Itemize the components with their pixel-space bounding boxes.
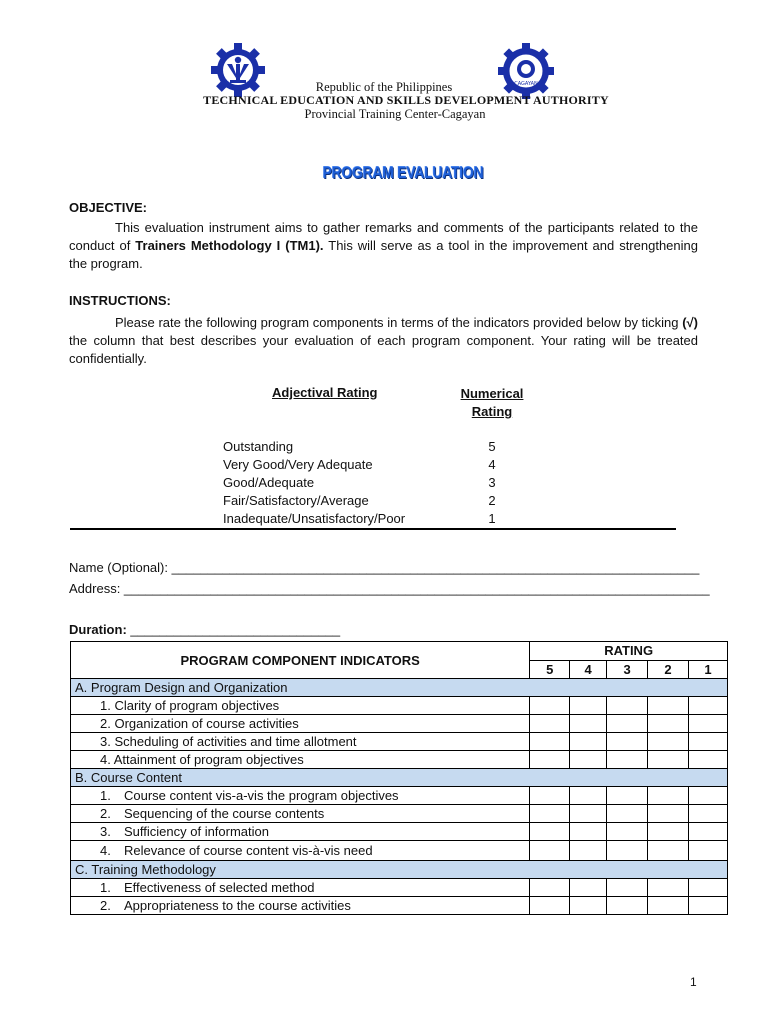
scale-label: Fair/Satisfactory/Average bbox=[223, 493, 369, 508]
rating-cell[interactable] bbox=[648, 751, 689, 769]
rating-cell[interactable] bbox=[648, 787, 689, 805]
rating-cell[interactable] bbox=[648, 733, 689, 751]
section-name: A. Program Design and Organization bbox=[71, 679, 728, 697]
rating-cell[interactable] bbox=[648, 805, 689, 823]
section-name: B. Course Content bbox=[71, 769, 728, 787]
instructions-text bbox=[69, 314, 698, 368]
rating-cell[interactable] bbox=[607, 751, 648, 769]
rating-cell[interactable] bbox=[607, 733, 648, 751]
table-row bbox=[71, 733, 728, 751]
rating-column-header: RATING bbox=[530, 642, 728, 661]
rating-cell[interactable] bbox=[689, 879, 728, 897]
section-name: C. Training Methodology bbox=[71, 861, 728, 879]
address-field-line[interactable]: _________________________________________________________________________________ bbox=[123, 581, 710, 596]
indicator-number: 1. bbox=[100, 880, 111, 895]
scale-value: 1 bbox=[488, 511, 496, 526]
indicator-number: 2. bbox=[100, 806, 111, 821]
page-title: PROGRAM EVALUATION bbox=[322, 163, 484, 182]
table-row bbox=[71, 805, 728, 823]
scale-labels bbox=[223, 438, 405, 528]
rating-cell[interactable] bbox=[530, 805, 570, 823]
indicator-label: Course content vis-a-vis the program objectives bbox=[124, 788, 399, 803]
scale-value: 3 bbox=[488, 475, 496, 490]
rating-cell[interactable] bbox=[570, 733, 607, 751]
scale-label: Outstanding bbox=[223, 439, 294, 454]
scale-label: Very Good/Very Adequate bbox=[223, 457, 373, 472]
address-field-label: Address: bbox=[69, 581, 124, 596]
rating-cell[interactable] bbox=[689, 841, 728, 861]
indicator-text: 3. Scheduling of activities and time allotment bbox=[71, 733, 530, 751]
scale-value: 4 bbox=[488, 457, 496, 472]
section-row bbox=[71, 769, 728, 787]
rating-cell[interactable] bbox=[570, 805, 607, 823]
objective-text bbox=[69, 219, 698, 273]
rating-cell[interactable] bbox=[607, 897, 648, 915]
duration-field-line[interactable]: _____________________________ bbox=[130, 622, 341, 637]
scale-header-numerical-line2: Rating bbox=[471, 404, 513, 419]
rating-cell[interactable] bbox=[648, 879, 689, 897]
indicator-number: 1. bbox=[100, 788, 111, 803]
rating-cell[interactable] bbox=[607, 823, 648, 841]
scale-header-adjectival: Adjectival Rating bbox=[272, 385, 378, 400]
objective-text-a: This evaluation instrument aims to gather remarks and comments of the participants related to the conduct of bbox=[69, 220, 698, 253]
svg-text:CAGAYAN: CAGAYAN bbox=[514, 81, 538, 87]
rating-cell[interactable] bbox=[689, 751, 728, 769]
section-row bbox=[71, 679, 728, 697]
rating-cell[interactable] bbox=[607, 787, 648, 805]
table-row bbox=[71, 715, 728, 733]
rating-cell[interactable] bbox=[648, 823, 689, 841]
indicator-text bbox=[71, 879, 530, 897]
indicator-text bbox=[71, 805, 530, 823]
header-country: Republic of the Philippines bbox=[315, 80, 453, 94]
indicator-label: Sufficiency of information bbox=[124, 824, 269, 839]
indicator-text: 1. Clarity of program objectives bbox=[71, 697, 530, 715]
rating-col-1: 1 bbox=[689, 660, 728, 679]
rating-cell[interactable] bbox=[530, 879, 570, 897]
header-center: Provincial Training Center-Cagayan bbox=[304, 107, 486, 121]
scale-label: Inadequate/Unsatisfactory/Poor bbox=[223, 511, 406, 526]
rating-cell[interactable] bbox=[648, 697, 689, 715]
separator-rule bbox=[70, 528, 676, 530]
scale-label: Good/Adequate bbox=[223, 475, 315, 490]
scale-header-numerical bbox=[452, 385, 532, 421]
name-field-label: Name (Optional): bbox=[69, 560, 172, 575]
rating-cell[interactable] bbox=[689, 715, 728, 733]
rating-cell[interactable] bbox=[689, 823, 728, 841]
indicator-text bbox=[71, 897, 530, 915]
indicators-column-header: PROGRAM COMPONENT INDICATORS bbox=[71, 642, 530, 679]
indicator-label: Sequencing of the course contents bbox=[124, 806, 325, 821]
rating-cell[interactable] bbox=[689, 787, 728, 805]
tick-mark-symbol: (√) bbox=[682, 315, 698, 330]
rating-cell[interactable] bbox=[648, 897, 689, 915]
rating-cell[interactable] bbox=[570, 879, 607, 897]
indicator-number: 2. bbox=[100, 898, 111, 913]
duration-field-label: Duration: bbox=[69, 622, 131, 637]
table-row bbox=[71, 841, 728, 861]
header-agency: TECHNICAL EDUCATION AND SKILLS DEVELOPMENT AUTHORITY bbox=[203, 93, 609, 107]
rating-cell[interactable] bbox=[530, 733, 570, 751]
rating-cell[interactable] bbox=[607, 879, 648, 897]
rating-cell[interactable] bbox=[570, 823, 607, 841]
scale-values bbox=[482, 438, 502, 528]
scale-value: 5 bbox=[488, 439, 496, 454]
rating-col-5: 5 bbox=[530, 660, 570, 679]
name-field[interactable] bbox=[69, 560, 699, 575]
rating-cell[interactable] bbox=[570, 715, 607, 733]
indicator-text: 4. Attainment of program objectives bbox=[71, 751, 530, 769]
name-field-line[interactable]: _________________________________________________________________________ bbox=[171, 560, 700, 575]
indicator-text bbox=[71, 841, 530, 861]
evaluation-table bbox=[70, 641, 728, 915]
section-row bbox=[71, 861, 728, 879]
table-header-row bbox=[71, 642, 728, 661]
rating-cell[interactable] bbox=[570, 697, 607, 715]
rating-cell[interactable] bbox=[689, 733, 728, 751]
rating-cell[interactable] bbox=[648, 841, 689, 861]
objective-text-b: This will serve as a tool in the improvement and strengthening the program. bbox=[69, 238, 698, 271]
table-row bbox=[71, 787, 728, 805]
rating-cell[interactable] bbox=[607, 841, 648, 861]
instructions-text-a: Please rate the following program components in terms of the indicators provided below by ticking bbox=[115, 315, 683, 330]
instructions-label: INSTRUCTIONS: bbox=[69, 293, 171, 308]
scale-header-numerical-line1: Numerical bbox=[460, 386, 524, 401]
rating-col-4: 4 bbox=[570, 660, 607, 679]
indicator-label: Relevance of course content vis-à-vis need bbox=[124, 843, 373, 858]
rating-cell[interactable] bbox=[570, 841, 607, 861]
table-row bbox=[71, 823, 728, 841]
scale-value: 2 bbox=[488, 493, 496, 508]
indicator-text: 2. Organization of course activities bbox=[71, 715, 530, 733]
rating-cell[interactable] bbox=[607, 715, 648, 733]
rating-col-2: 2 bbox=[648, 660, 689, 679]
rating-cell[interactable] bbox=[689, 805, 728, 823]
address-field[interactable] bbox=[69, 581, 710, 596]
instructions-text-b: the column that best describes your evaluation of each program component. Your rating will be treated confidentially. bbox=[69, 333, 698, 366]
rating-cell[interactable] bbox=[530, 751, 570, 769]
indicator-text bbox=[71, 787, 530, 805]
rating-cell[interactable] bbox=[530, 787, 570, 805]
indicator-label: Appropriateness to the course activities bbox=[124, 898, 351, 913]
rating-col-3: 3 bbox=[607, 660, 648, 679]
rating-cell[interactable] bbox=[570, 751, 607, 769]
rating-cell[interactable] bbox=[530, 897, 570, 915]
objective-label: OBJECTIVE: bbox=[69, 200, 148, 215]
indicator-text bbox=[71, 823, 530, 841]
rating-cell[interactable] bbox=[530, 697, 570, 715]
rating-cell[interactable] bbox=[607, 697, 648, 715]
table-row bbox=[71, 879, 728, 897]
rating-cell[interactable] bbox=[530, 841, 570, 861]
rating-cell[interactable] bbox=[570, 787, 607, 805]
table-row bbox=[71, 697, 728, 715]
rating-cell[interactable] bbox=[689, 897, 728, 915]
rating-cell[interactable] bbox=[530, 715, 570, 733]
table-row bbox=[71, 897, 728, 915]
page-number: 1 bbox=[690, 975, 697, 989]
duration-field[interactable] bbox=[69, 622, 340, 637]
rating-cell[interactable] bbox=[530, 823, 570, 841]
rating-cell[interactable] bbox=[648, 715, 689, 733]
indicator-number: 4. bbox=[100, 843, 111, 858]
indicator-number: 3. bbox=[100, 824, 111, 839]
table-row bbox=[71, 751, 728, 769]
rating-cell[interactable] bbox=[607, 805, 648, 823]
objective-course-name: Trainers Methodology I (TM1). bbox=[135, 238, 324, 253]
rating-cell[interactable] bbox=[570, 897, 607, 915]
rating-cell[interactable] bbox=[689, 697, 728, 715]
indicator-label: Effectiveness of selected method bbox=[124, 880, 315, 895]
